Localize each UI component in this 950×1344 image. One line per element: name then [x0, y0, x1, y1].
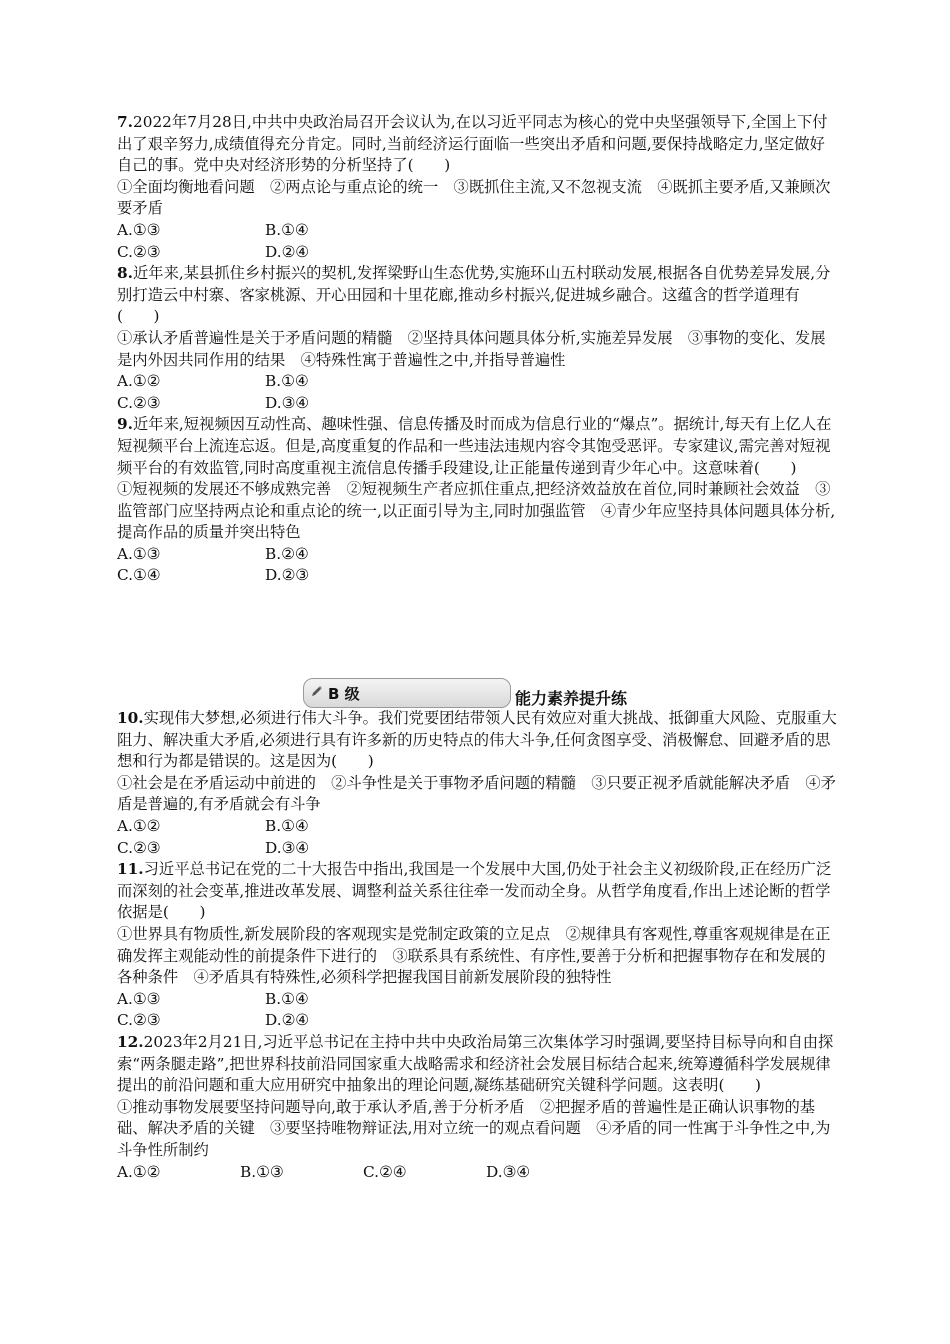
question-statements: ①全面均衡地看问题 ②两点论与重点论的统一 ③既抓住主流,又不忽视支流 ④既抓主要矛盾,又兼顾次要矛盾 [117, 177, 831, 218]
options-row [117, 220, 837, 242]
option-c[interactable]: C.②③ [117, 838, 161, 857]
option-a[interactable]: A.①③ [117, 989, 161, 1008]
question-statements: ①社会是在矛盾运动中前进的 ②斗争性是关于事物矛盾问题的精髓 ③只要正视矛盾就能解决矛盾 ④矛盾是普遍的,有矛盾就会有斗争 [117, 773, 836, 814]
question-9 [117, 414, 837, 587]
option-b[interactable]: B.①④ [265, 372, 309, 391]
section-header [303, 678, 837, 708]
options-row [117, 371, 837, 393]
question-number: 9. [117, 415, 133, 434]
option-d[interactable]: D.③④ [265, 393, 310, 412]
question-8 [117, 263, 837, 414]
question-stem: 11.习近平总书记在党的二十大报告中指出,我国是一个发展中大国,仍处于社会主义初级阶段,正在经历广泛而深刻的社会变革,推进改革发展、调整利益关系往往牵一发而动全身。从哲学角度看,作出上述论断的哲学依据是( ) [117, 860, 832, 922]
question-stem: 12.2023年2月21日,习近平总书记在主持中共中央政治局第三次集体学习时强调,要坚持目标导向和自由探索“两条腿走路”,把世界科技前沿同国家重大战略需求和经济社会发展目标结合起来,统筹遵循科学发展规律提出的前沿问题和重大应用研究中抽象出的理论问题,凝练基础研究关键科学问题。这表明( ) [117, 1032, 834, 1095]
question-stem: 7.2022年7月28日,中共中央政治局召开会议认为,在以习近平同志为核心的党中央坚强领导下,全国上下付出了艰辛努力,成绩值得充分肯定。同时,当前经济运行面临一些突出矛盾和问题,要保持战略定力,坚定做好自己的事。党中央对经济形势的分析坚持了( ) [117, 113, 828, 175]
question-number: 12. [117, 1032, 144, 1051]
level-label: B 级 [328, 685, 360, 704]
options-row [117, 565, 837, 587]
options-row [117, 242, 837, 264]
option-a[interactable]: A.①③ [117, 220, 161, 239]
question-statements: ①短视频的发展还不够成熟完善 ②短视频生产者应抓住重点,把经济效益放在首位,同时兼顾社会效益 ③监管部门应坚持两点论和重点论的统一,以正面引导为主,同时加强监管 ④青少年应坚持具体问题具体分析,提高作品的质量并突出特色 [117, 480, 836, 542]
worksheet-page [117, 112, 837, 1183]
question-statements: ①承认矛盾普遍性是关于矛盾问题的精髓 ②坚持具体问题具体分析,实施差异发展 ③事物的变化、发展是内外因共同作用的结果 ④特殊性寓于普遍性之中,并指导普遍性 [117, 328, 826, 369]
option-c[interactable]: C.②③ [117, 393, 161, 412]
level-badge [303, 678, 511, 708]
options-row [117, 838, 837, 860]
option-b[interactable]: B.②④ [265, 544, 309, 563]
option-d[interactable]: D.②④ [265, 242, 310, 261]
question-number: 8. [117, 264, 133, 283]
question-stem: 10.实现伟大梦想,必须进行伟大斗争。我们党要团结带领人民有效应对重大挑战、抵御重大风险、克服重大阻力、解决重大矛盾,必须进行具有许多新的历史特点的伟大斗争,任何贪图享受、消极懈怠、回避矛盾的思想和行为都是错误的。这是因为( ) [117, 709, 837, 771]
option-b[interactable]: B.①③ [240, 1162, 284, 1181]
options-row [117, 544, 837, 566]
question-10 [117, 708, 837, 859]
section-spacer [117, 587, 837, 678]
option-d[interactable]: D.③④ [265, 838, 310, 857]
option-c[interactable]: C.②③ [117, 1011, 161, 1030]
option-d[interactable]: D.③④ [486, 1162, 531, 1181]
option-b[interactable]: B.①④ [265, 220, 309, 239]
option-b[interactable]: B.①④ [265, 817, 309, 836]
question-statements: ①推动事物发展要坚持问题导向,敢于承认矛盾,善于分析矛盾 ②把握矛盾的普遍性是正确认识事物的基础、解决矛盾的关键 ③要坚持唯物辩证法,用对立统一的观点看问题 ④矛盾的同一性寓于斗争性之中,为斗争性所制约 [117, 1097, 831, 1159]
question-12 [117, 1032, 837, 1183]
question-11 [117, 859, 837, 1032]
option-a[interactable]: A.①② [117, 372, 161, 391]
options-row [117, 393, 837, 415]
question-statements: ①世界具有物质性,新发展阶段的客观现实是党制定政策的立足点 ②规律具有客观性,尊重客观规律是在正确发挥主观能动性的前提条件下进行的 ③联系具有系统性、有序性,要善于分析和把握事物存在和发展的各种条件 ④矛盾具有特殊性,必须科学把握我国目前新发展阶段的独特性 [117, 925, 831, 987]
option-d[interactable]: D.②③ [265, 566, 310, 585]
option-c[interactable]: C.②④ [363, 1162, 407, 1181]
question-stem: 9.近年来,短视频因互动性高、趣味性强、信息传播及时而成为信息行业的“爆点”。据统计,每天有上亿人在短视频平台上流连忘返。但是,高度重复的作品和一些违法违规内容令其饱受恶评。专家建议,需完善对短视频平台的有效监管,同时高度重视主流信息传播手段建设,让正能量传递到青少年心中。这意味着( ) [117, 415, 832, 477]
question-stem: 8.近年来,某县抓住乡村振兴的契机,发挥梁野山生态优势,实施环山五村联动发展,根据各自优势差异发展,分别打造云中村寨、客家桃源、开心田园和十里花廊,推动乡村振兴,促进城乡融合。这蕴含的哲学道理有( ) [117, 264, 831, 326]
option-a[interactable]: A.①③ [117, 544, 161, 563]
options-row [117, 989, 837, 1011]
options-row [117, 1162, 837, 1184]
question-7 [117, 112, 837, 263]
options-row [117, 1010, 837, 1032]
option-c[interactable]: C.②③ [117, 242, 161, 261]
question-number: 11. [117, 860, 144, 879]
option-c[interactable]: C.①④ [117, 566, 161, 585]
option-d[interactable]: D.②④ [265, 1011, 310, 1030]
option-b[interactable]: B.①④ [265, 989, 309, 1008]
question-number: 10. [117, 709, 144, 728]
option-a[interactable]: A.①② [117, 817, 161, 836]
option-a[interactable]: A.①② [117, 1162, 161, 1181]
pencil-icon [311, 685, 323, 697]
options-row [117, 816, 837, 838]
question-number: 7. [117, 113, 133, 131]
section-title: 能力素养提升练 [515, 689, 628, 709]
